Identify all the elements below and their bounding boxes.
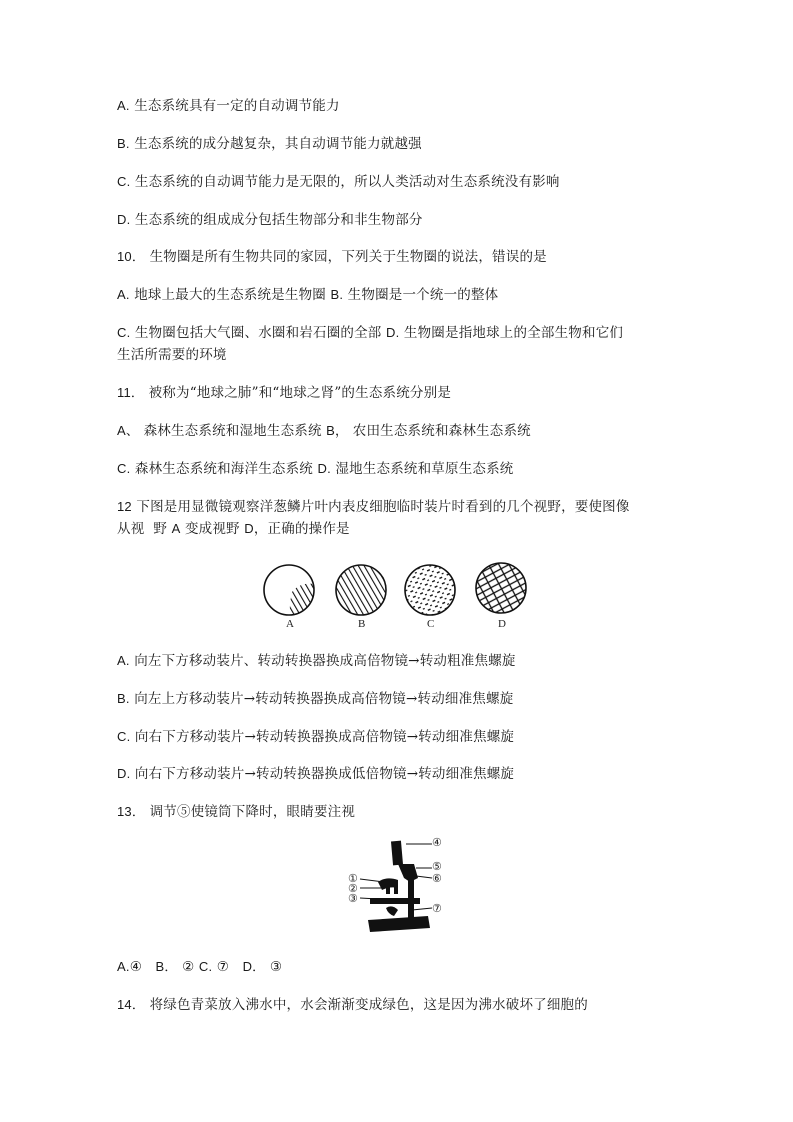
question-text: 调节⑤使镜筒下降时，眼睛要注视 — [149, 804, 356, 820]
microscope-fields-figure — [262, 560, 532, 635]
part-label-6: ⑥ — [432, 873, 442, 885]
option-label: D. — [386, 325, 400, 340]
option-text: ④ — [129, 959, 142, 975]
option-label: A. — [117, 959, 130, 974]
option-text: 生态系统的自动调节能力是无限的，所以人类活动对生态系统没有影响 — [134, 174, 560, 190]
fields-of-view-drawing — [262, 560, 532, 635]
part-label-2: ② — [348, 883, 358, 895]
q10-stem — [117, 247, 547, 267]
option-text: 生物圈是指地球上的全部生物和它们 — [403, 325, 624, 341]
q9-option-a — [117, 96, 340, 116]
question-text: 被称为“地球之肺”和“地球之肾”的生态系统分别是 — [148, 385, 452, 401]
option-text: ② — [182, 959, 195, 975]
part-label-1: ① — [348, 873, 358, 885]
option-text: ⑦ — [216, 959, 230, 975]
question-text: 变成视野 — [180, 521, 245, 537]
q12-option-b — [117, 689, 513, 709]
option-label: C. — [198, 959, 213, 974]
option-label: D. — [117, 212, 131, 227]
question-number: 12 — [117, 499, 132, 514]
option-label: C. — [117, 729, 131, 744]
option-label: B， — [326, 423, 349, 438]
option-label: A、 — [117, 423, 140, 438]
field-label-c: C — [427, 618, 435, 630]
question-text: 将绿色青菜放入沸水中，水会渐渐变成绿色，这是因为沸水破坏了细胞的 — [149, 997, 588, 1013]
q14-stem — [117, 995, 588, 1015]
option-text: 生活所需要的环境 — [117, 347, 227, 363]
q12-option-c — [117, 727, 514, 747]
option-text: 生态系统具有一定的自动调节能力 — [134, 98, 340, 114]
option-text: 生物圈是一个统一的整体 — [347, 287, 499, 303]
option-label: A. — [117, 287, 130, 302]
option-text: 湿地生态系统和草原生态系统 — [335, 461, 514, 477]
option-label: B. — [117, 691, 130, 706]
option-label: D. — [117, 766, 131, 781]
q10-options-cd — [117, 323, 623, 343]
option-text: 向右下方移动装片→转动转换器换成高倍物镜→转动细准焦螺旋 — [134, 729, 515, 745]
q10-options-ab — [117, 285, 498, 305]
q12-option-d — [117, 764, 514, 784]
q13-options — [117, 957, 282, 977]
q11-options-ab — [117, 421, 531, 441]
question-number: 14． — [117, 997, 146, 1012]
option-label: D． — [242, 959, 266, 974]
q9-option-b — [117, 134, 422, 154]
option-text: 生物圈包括大气圈、水圈和岩石圈的全部 — [134, 325, 386, 341]
option-text: 地球上最大的生态系统是生物圈 — [134, 287, 331, 303]
q10-option-d-continued — [117, 345, 227, 365]
option-label: C. — [117, 325, 131, 340]
option-text: 生态系统的组成成分包括生物部分和非生物部分 — [134, 212, 423, 228]
question-text: ，正确的操作是 — [253, 521, 350, 537]
question-number: 11． — [117, 385, 145, 400]
question-number: 10． — [117, 249, 146, 264]
option-label: B. — [117, 136, 130, 151]
part-label-4: ④ — [432, 837, 442, 849]
question-number: 13． — [117, 804, 146, 819]
q12-stem-line1 — [117, 497, 630, 517]
q12-option-a — [117, 651, 516, 671]
q9-option-c — [117, 172, 560, 192]
question-text: 从视 野 — [117, 521, 172, 537]
question-text: 生物圈是所有生物共同的家园，下列关于生物圈的说法，错误的是 — [149, 249, 547, 265]
field-label: D — [244, 521, 254, 536]
q13-stem — [117, 802, 355, 822]
microscope-figure — [348, 836, 448, 934]
part-label-7: ⑦ — [432, 903, 442, 915]
option-label: B． — [155, 959, 178, 974]
field-label-d: D — [498, 618, 506, 630]
part-label-3: ③ — [348, 893, 358, 905]
option-label: D. — [317, 461, 331, 476]
option-label: B. — [330, 287, 344, 302]
q11-stem — [117, 383, 451, 403]
option-text: 向右下方移动装片→转动转换器换成低倍物镜→转动细准焦螺旋 — [134, 766, 515, 782]
field-label-a: A — [286, 618, 294, 630]
microscope-drawing — [348, 836, 448, 934]
option-text: 农田生态系统和森林生态系统 — [352, 423, 531, 439]
option-text: 森林生态系统和湿地生态系统 — [143, 423, 327, 439]
q11-options-cd — [117, 459, 514, 479]
option-text: 向左上方移动装片→转动转换器换成高倍物镜→转动细准焦螺旋 — [134, 691, 514, 707]
question-text: 下图是用显微镜观察洋葱鳞片叶内表皮细胞临时装片时看到的几个视野，要使图像 — [136, 499, 630, 515]
option-text: 森林生态系统和海洋生态系统 — [134, 461, 318, 477]
field-label: A — [171, 521, 181, 536]
q9-option-d — [117, 210, 423, 230]
option-text: ③ — [269, 959, 283, 975]
option-text: 生态系统的成分越复杂，其自动调节能力就越强 — [134, 136, 422, 152]
q12-stem-line2 — [117, 519, 350, 539]
field-label-b: B — [358, 618, 366, 630]
option-label: C. — [117, 174, 131, 189]
option-label: A. — [117, 653, 130, 668]
part-label-5: ⑤ — [432, 861, 442, 873]
option-text: 向左下方移动装片、转动转换器换成高倍物镜→转动粗准焦螺旋 — [134, 653, 516, 669]
option-label: C. — [117, 461, 131, 476]
option-label: A. — [117, 98, 130, 113]
